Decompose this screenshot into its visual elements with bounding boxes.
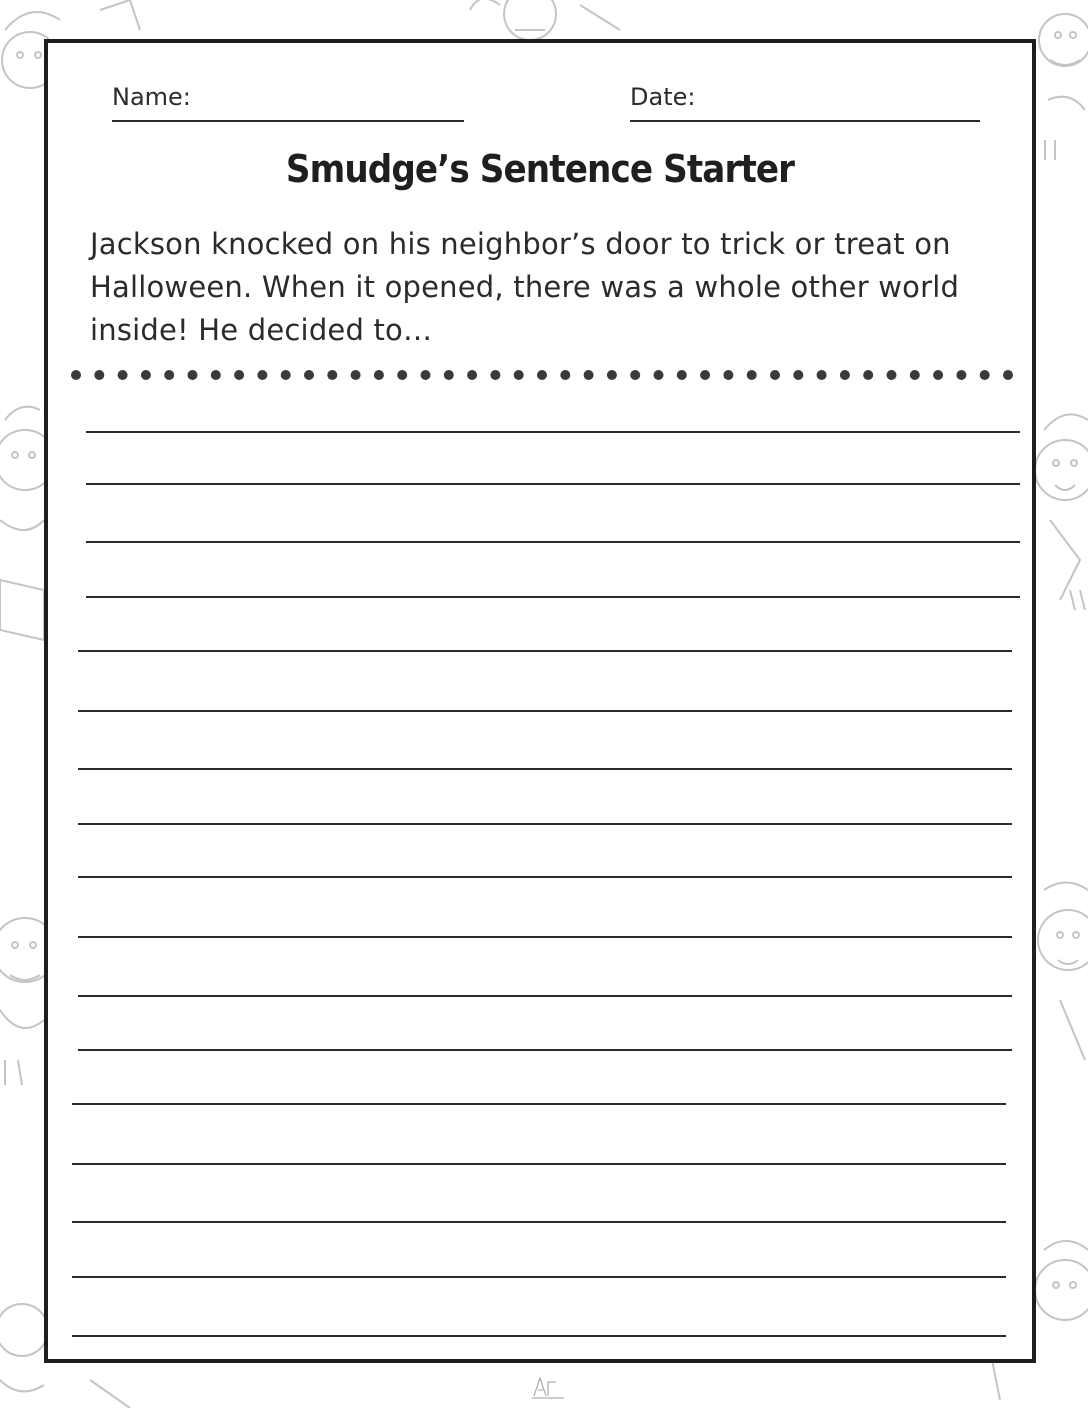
cartoon-character-doodle-icon xyxy=(470,0,620,40)
divider-dot xyxy=(630,370,640,380)
divider-dot xyxy=(304,370,314,380)
divider-dot xyxy=(257,370,267,380)
writing-line[interactable] xyxy=(86,541,1020,543)
divider-dot xyxy=(700,370,710,380)
divider-dot xyxy=(444,370,454,380)
divider-dot xyxy=(956,370,966,380)
writing-line[interactable] xyxy=(78,995,1012,997)
divider-dot xyxy=(887,370,897,380)
divider-dot xyxy=(770,370,780,380)
divider-dot xyxy=(863,370,873,380)
divider-dot xyxy=(281,370,291,380)
divider-dot xyxy=(141,370,151,380)
divider-dot xyxy=(234,370,244,380)
cartoon-character-doodle-icon xyxy=(1038,883,1088,1061)
worksheet-title: Smudge’s Sentence Starter xyxy=(285,147,795,191)
divider-dot xyxy=(397,370,407,380)
divider-dot xyxy=(164,370,174,380)
sentence-starter-prompt: Jackson knocked on his neighbor’s door to trick or treat on Halloween. When it opened, there was a whole other world inside! He decided to… xyxy=(90,227,960,347)
divider-dot xyxy=(654,370,664,380)
divider-dot xyxy=(840,370,850,380)
writing-line[interactable] xyxy=(78,650,1012,652)
divider-dot xyxy=(910,370,920,380)
writing-line[interactable] xyxy=(72,1221,1006,1223)
divider-dot xyxy=(584,370,594,380)
divider-dot xyxy=(817,370,827,380)
brand-logo-icon xyxy=(530,1374,566,1400)
writing-line[interactable] xyxy=(78,823,1012,825)
divider-dot xyxy=(677,370,687,380)
divider-dot xyxy=(421,370,431,380)
divider-dot xyxy=(351,370,361,380)
writing-line[interactable] xyxy=(78,1049,1012,1051)
writing-line[interactable] xyxy=(78,710,1012,712)
writing-line[interactable] xyxy=(78,768,1012,770)
divider-dot xyxy=(537,370,547,380)
date-field-line[interactable] xyxy=(630,120,980,122)
divider-dot xyxy=(793,370,803,380)
divider-dot xyxy=(1003,370,1013,380)
cartoon-character-doodle-icon xyxy=(1035,414,1088,610)
divider-dot xyxy=(374,370,384,380)
writing-line[interactable] xyxy=(86,431,1020,433)
name-field-line[interactable] xyxy=(112,120,464,122)
name-label: Name: xyxy=(112,83,191,111)
writing-line[interactable] xyxy=(72,1335,1006,1337)
writing-line[interactable] xyxy=(72,1103,1006,1105)
writing-line[interactable] xyxy=(72,1276,1006,1278)
divider-dot xyxy=(71,370,81,380)
divider-dot xyxy=(211,370,221,380)
writing-line[interactable] xyxy=(86,483,1020,485)
divider-dot xyxy=(327,370,337,380)
divider-dot xyxy=(933,370,943,380)
divider-dot xyxy=(467,370,477,380)
date-label: Date: xyxy=(630,83,696,111)
writing-line[interactable] xyxy=(86,596,1020,598)
writing-line[interactable] xyxy=(78,876,1012,878)
dotted-divider xyxy=(70,369,1020,381)
divider-dot xyxy=(188,370,198,380)
divider-dot xyxy=(560,370,570,380)
worksheet-page xyxy=(44,39,1036,1363)
writing-line[interactable] xyxy=(72,1163,1006,1165)
divider-dot xyxy=(723,370,733,380)
cartoon-character-doodle-icon xyxy=(1039,14,1088,160)
divider-dot xyxy=(94,370,104,380)
divider-dot xyxy=(514,370,524,380)
divider-dot xyxy=(607,370,617,380)
divider-dot xyxy=(118,370,128,380)
divider-dot xyxy=(980,370,990,380)
divider-dot xyxy=(490,370,500,380)
writing-line[interactable] xyxy=(78,936,1012,938)
divider-dot xyxy=(747,370,757,380)
